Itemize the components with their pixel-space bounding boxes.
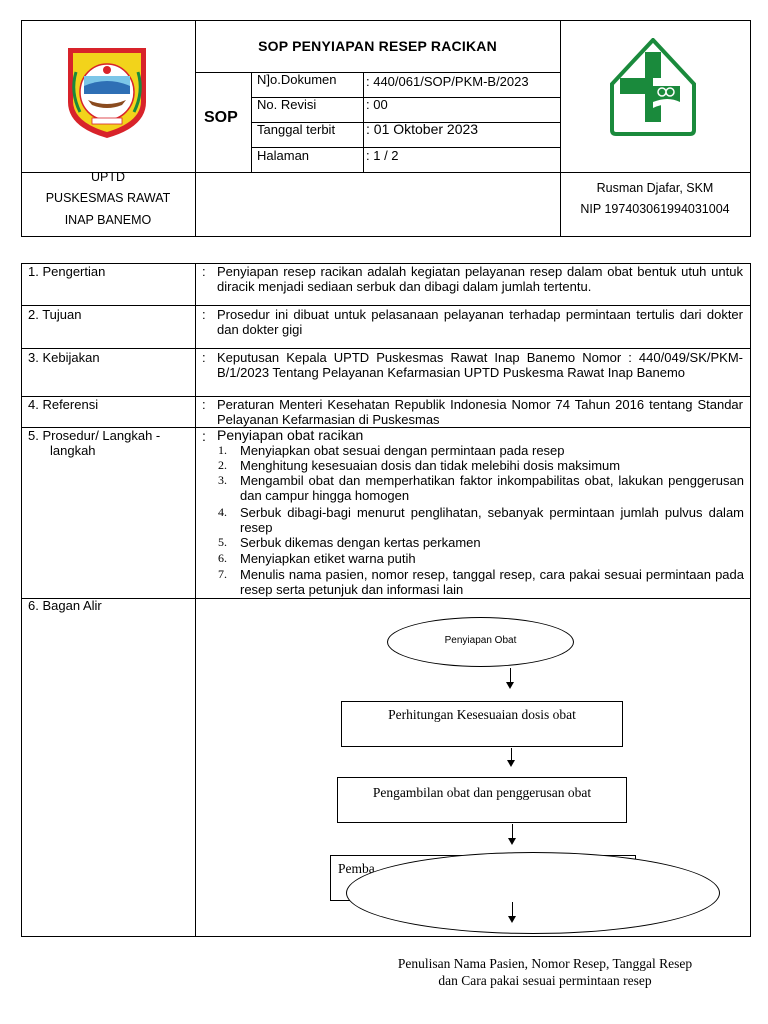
field-value-page: : 1 / 2 (366, 148, 399, 163)
flow-step-text: Perhitungan Kesesuaian dosis obat (388, 707, 576, 722)
field-label-doc-number: N]o.Dokumen (257, 72, 337, 87)
step-number: 7. (218, 567, 227, 581)
flow-step-text-partial: Pemba (338, 861, 375, 876)
section-label-flowchart: 6. Bagan Alir (28, 598, 102, 613)
step-text: Menghitung kesesuaian dosis dan tidak melebihi dosis maksimum (240, 458, 621, 473)
step-text: Serbuk dibagi-bagi menurut penglihatan, sebanyak permintaan jumlah pulvus dalam resep (240, 505, 744, 535)
flow-arrowhead (507, 760, 515, 767)
section-colon: : (202, 350, 206, 365)
step-text: Menulis nama pasien, nomor resep, tanggal resep, cara pakai sesuai permintaan pada resep serta petunjuk dan informasi lain (240, 567, 744, 597)
flow-start-text: Penyiapan Obat (444, 635, 517, 646)
section-text-policy: Keputusan Kepala UPTD Puskesmas Rawat Inap Banemo Nomor : 440/049/SK/PKM-B/1/2023 Tentang Pelayanan Kefarmasian UPTD Puskesma Rawat Inap Banemo (217, 350, 743, 380)
section-colon: : (202, 397, 206, 412)
signer-nip: NIP 197403061994031004 (580, 202, 730, 216)
procedure-heading: Penyiapan obat racikan (217, 427, 364, 443)
divider (195, 72, 560, 73)
field-value-revision: : 00 (366, 97, 388, 112)
step-number: 3. (218, 473, 227, 487)
section-colon: : (202, 264, 206, 279)
divider (22, 348, 751, 349)
section-colon: : (202, 307, 206, 322)
procedure-step (218, 535, 744, 550)
field-value-doc-number: : 440/061/SOP/PKM-B/2023 (366, 74, 529, 89)
section-label-purpose: 2. Tujuan (28, 307, 82, 322)
procedure-step (218, 567, 744, 597)
step-number: 4. (218, 505, 227, 519)
section-colon: : (202, 428, 206, 444)
field-label-page: Halaman (257, 148, 310, 163)
flow-arrowhead (508, 916, 516, 923)
procedure-step (218, 443, 744, 458)
step-number: 1. (218, 443, 227, 457)
field-value-issue-date: : 01 Oktober 2023 (366, 121, 479, 137)
flow-footer-text: Penulisan Nama Pasien, Nomor Resep, Tanggal Resep (397, 956, 693, 971)
divider (22, 305, 751, 306)
section-label-definition: 1. Pengertian (28, 264, 106, 279)
field-label-issue-date: Tanggal terbit (257, 122, 336, 137)
step-text: Menyiapkan obat sesuai dengan permintaan pada resep (240, 443, 565, 458)
divider (195, 264, 196, 937)
section-text-reference: Peraturan Menteri Kesehatan Republik Indonesia Nomor 74 Tahun 2016 tentang Standar Pelayanan Kefarmasian di Puskesmas (217, 397, 743, 427)
org-line: INAP BANEMO (64, 213, 152, 227)
flow-arrow (510, 668, 511, 682)
flow-arrowhead (508, 838, 516, 845)
flow-step-text: Pengambilan obat dan penggerusan obat (372, 785, 592, 800)
sop-label: SOP (204, 109, 238, 126)
document-title: SOP PENYIAPAN RESEP RACIKAN (258, 38, 497, 54)
flow-arrow (511, 748, 512, 760)
field-label-revision: No. Revisi (257, 97, 317, 112)
puskesmas-logo-icon (610, 38, 696, 136)
divider (22, 598, 751, 599)
org-line: PUSKESMAS RAWAT (45, 191, 171, 205)
regional-emblem-icon (62, 42, 152, 142)
step-number: 6. (218, 551, 227, 565)
flow-footer-text: dan Cara pakai sesuai permintaan resep (438, 973, 652, 988)
signer-name: Rusman Djafar, SKM (596, 181, 714, 195)
section-label-reference: 4. Referensi (28, 397, 99, 412)
flow-arrowhead (506, 682, 514, 689)
step-text: Mengambil obat dan memperhatikan faktor inkompabilitas obat, lakukan penggerusan dan campur hingga homogen (240, 473, 744, 503)
step-text: Menyiapkan etiket warna putih (240, 551, 416, 566)
section-text-purpose: Prosedur ini dibuat untuk pelasanaan pelayanan terhadap permintaan tertulis dari dokter dan dokter gigi (217, 307, 743, 337)
flow-arrow (512, 902, 513, 916)
section-label-procedure: 5. Prosedur/ Langkah - (28, 428, 161, 443)
step-number: 5. (218, 535, 227, 549)
step-number: 2. (218, 458, 227, 472)
section-label-policy: 3. Kebijakan (28, 350, 100, 365)
org-line: UPTD (90, 170, 126, 184)
procedure-step (218, 551, 744, 566)
flow-arrow (512, 824, 513, 838)
flow-end-ellipse (346, 852, 720, 934)
step-text: Serbuk dikemas dengan kertas perkamen (240, 535, 481, 550)
section-text-definition: Penyiapan resep racikan adalah kegiatan pelayanan resep dalam obat bentuk utuh untuk diracik menjadi sediaan serbuk dan dibagi dalam jumlah tertentu. (217, 264, 743, 294)
procedure-step (218, 505, 744, 535)
procedure-step (218, 458, 744, 473)
section-label-procedure-cont: langkah (50, 443, 96, 458)
procedure-step (218, 473, 744, 503)
